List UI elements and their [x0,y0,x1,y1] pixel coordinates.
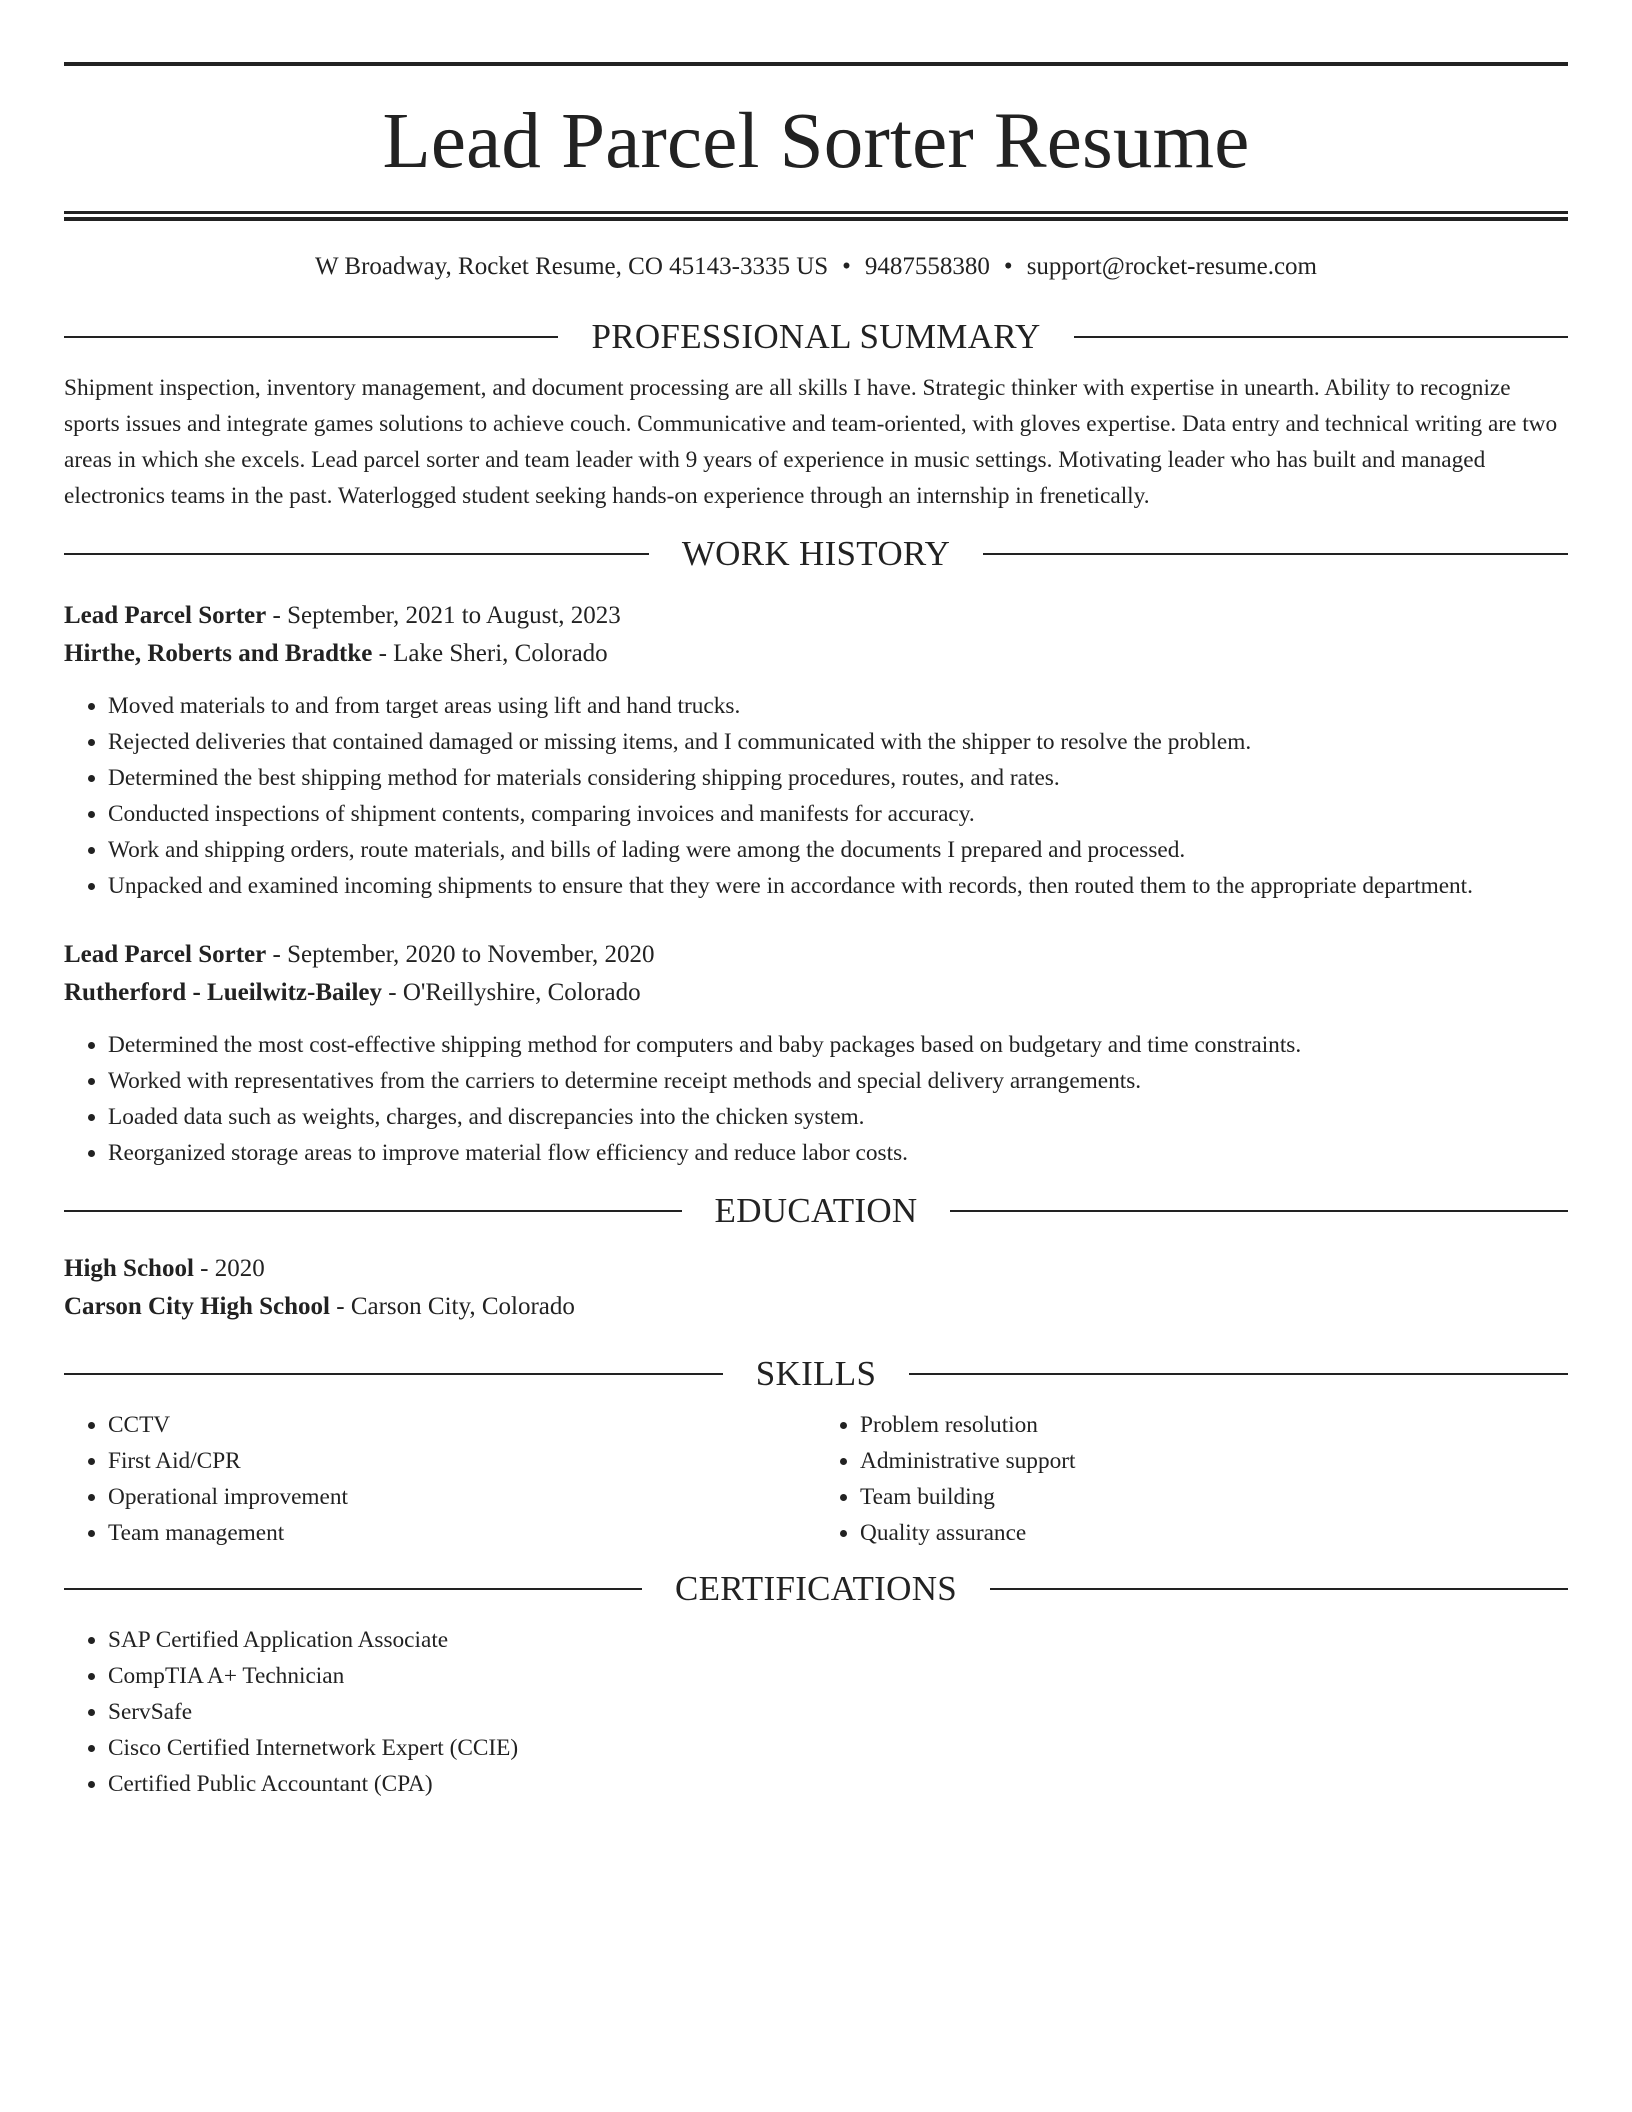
top-rule [64,62,1568,66]
list-item: • Loaded data such as weights, charges, and discrepancies into the chicken system. [108,1099,1568,1135]
contact-address: W Broadway, Rocket Resume, CO 45143-3335 US [315,253,829,280]
certification-item: • Certified Public Accountant (CPA) [108,1766,1568,1802]
education-school-line [64,1288,1568,1326]
list-item: • Rejected deliveries that contained damaged or missing items, and I communicated with the shipper to resolve the problem. [108,724,1568,760]
contact-separator: • [842,253,851,280]
skill-item: • First Aid/CPR [108,1443,816,1479]
job-company: Hirthe, Roberts and Bradtke [64,640,373,667]
job-entry [64,597,1568,904]
certifications-list [64,1622,1568,1802]
skill-item: • Administrative support [860,1443,1568,1479]
list-item: • Determined the best shipping method for materials considering shipping procedures, routes, and rates. [108,760,1568,796]
skills-list-right [816,1407,1568,1551]
skill-item: • Team building [860,1479,1568,1515]
list-item: • Work and shipping orders, route materials, and bills of lading were among the documents I prepared and processed. [108,832,1568,868]
heading-rule-left [64,1373,723,1375]
skills-grid [64,1407,1568,1551]
heading-rule-left [64,553,649,555]
job-company-line [64,635,1568,673]
skills-heading-label: SKILLS [755,1354,877,1393]
education-school: Carson City High School [64,1293,331,1320]
skill-item: • Quality assurance [860,1515,1568,1551]
job-dates: - September, 2020 to November, 2020 [266,941,655,968]
job-title: Lead Parcel Sorter [64,602,267,629]
list-item: • Unpacked and examined incoming shipments to ensure that they were in accordance with records, then routed them to the appropriate department. [108,868,1568,904]
heading-rule-left [64,1210,682,1212]
skills-list-left [64,1407,816,1551]
summary-text: Shipment inspection, inventory management, and document processing are all skills I have. Strategic thinker with expertise in unearth. Ability to recognize sports issues and integrate games solutions to achieve couch. Communicative and team-oriented, with gloves expertise. Data entry and technical writing are two areas in which she excels. Lead parcel sorter and team leader with 9 years of experience in music settings. Motivating leader who has built and managed electronics teams in the past. Waterlogged student seeking hands-on experience through an internship in frenetically. [64,375,1558,509]
job-title-line [64,936,1568,974]
certifications-heading-label: CERTIFICATIONS [674,1569,958,1608]
skill-item: • Team management [108,1515,816,1551]
education-entry [64,1250,1568,1326]
heading-rule-right [950,1210,1568,1212]
education-heading-label: EDUCATION [714,1191,918,1230]
certification-item: • CompTIA A+ Technician [108,1658,1568,1694]
certification-item: • Cisco Certified Internetwork Expert (CCIE) [108,1730,1568,1766]
job-location: - Lake Sheri, Colorado [372,640,608,667]
heading-rule-right [990,1588,1568,1590]
work-heading-label: WORK HISTORY [681,534,951,573]
contact-phone: 9487558380 [864,253,990,280]
job-location: - O'Reillyshire, Colorado [382,979,641,1006]
education-location: - Carson City, Colorado [330,1293,575,1320]
list-item: • Conducted inspections of shipment contents, comparing invoices and manifests for accuracy. [108,796,1568,832]
contact-email: support@rocket-resume.com [1026,253,1317,280]
skills-section-heading [64,1356,1568,1391]
skill-item: • Problem resolution [860,1407,1568,1443]
heading-rule-right [909,1373,1568,1375]
list-item: • Reorganized storage areas to improve material flow efficiency and reduce labor costs. [108,1135,1568,1171]
job-dates: - September, 2021 to August, 2023 [266,602,621,629]
summary-heading-label: PROFESSIONAL SUMMARY [591,317,1041,356]
heading-rule-right [983,553,1568,555]
job-company-line [64,974,1568,1012]
job-bullets [64,1027,1568,1171]
skill-item: • CCTV [108,1407,816,1443]
list-item: • Determined the most cost-effective shipping method for computers and baby packages based on budgetary and time constraints. [108,1027,1568,1063]
title-double-rule [64,211,1568,221]
job-title-line [64,597,1568,635]
heading-rule-left [64,1588,642,1590]
certification-item: • SAP Certified Application Associate [108,1622,1568,1658]
contact-separator: • [1003,253,1013,280]
job-title: Lead Parcel Sorter [64,941,267,968]
work-section-heading [64,536,1568,571]
heading-rule-right [1074,336,1568,338]
job-bullets [64,688,1568,904]
contact-line [64,254,1568,279]
certification-item: • ServSafe [108,1694,1568,1730]
certifications-section-heading [64,1571,1568,1606]
list-item: • Moved materials to and from target areas using lift and hand trucks. [108,688,1568,724]
list-item: • Worked with representatives from the carriers to determine receipt methods and special delivery arrangements. [108,1063,1568,1099]
summary-section-heading [64,319,1568,354]
job-entry [64,936,1568,1171]
heading-rule-left [64,336,558,338]
education-year: - 2020 [193,1255,265,1282]
skill-item: • Operational improvement [108,1479,816,1515]
job-company: Rutherford - Lueilwitz-Bailey [64,979,383,1006]
page-title: Lead Parcel Sorter Resume [382,98,1250,185]
education-section-heading [64,1193,1568,1228]
education-degree-line [64,1250,1568,1288]
education-degree: High School [64,1255,194,1282]
